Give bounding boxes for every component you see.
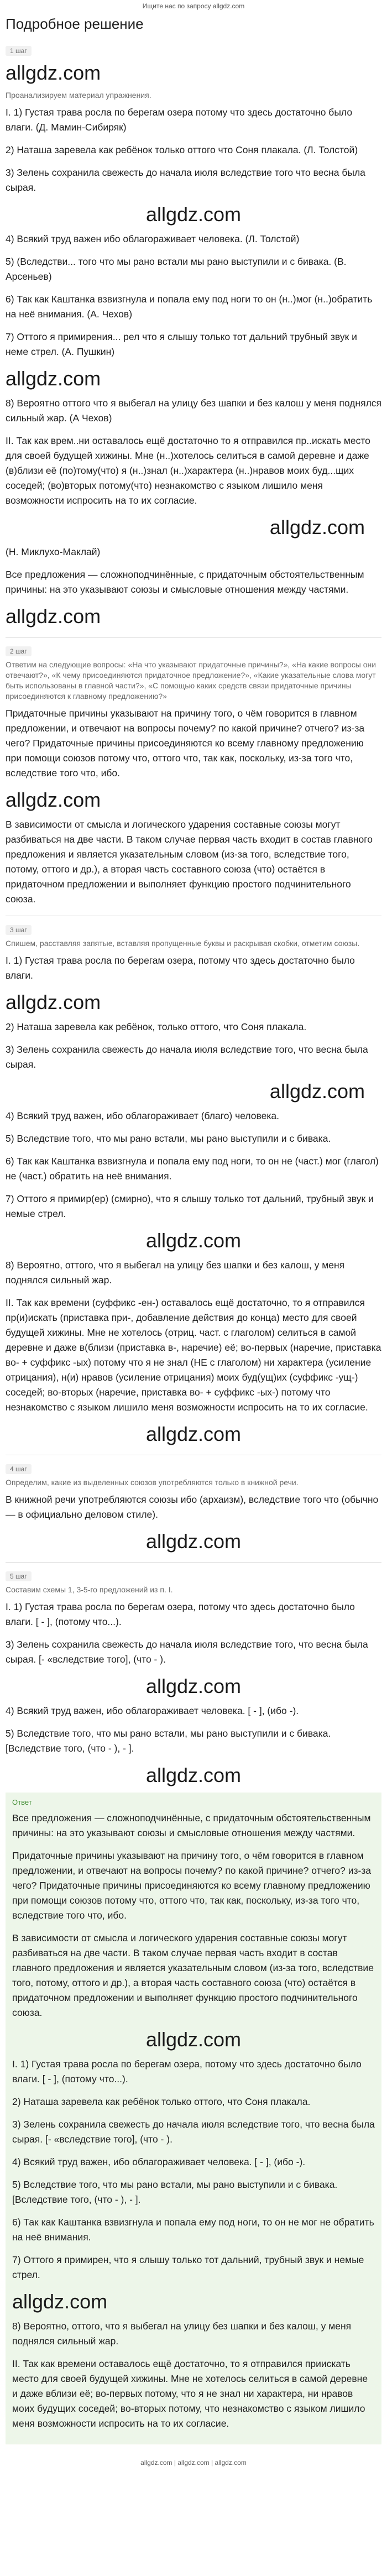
page-title: Подробное решение: [6, 15, 144, 32]
watermark: allgdz.com: [145, 2028, 242, 2051]
list-item: 5) (Вследстви... того что мы рано встали мы рано выступили и с бивака. (В. Арсеньев): [6, 256, 347, 282]
list-item: 6) Так как Каштанка взвизгнула и попала ему под ноги, то он не мог не обратить на неё внимания.: [12, 2217, 374, 2243]
answer-box: [6, 1793, 381, 2444]
watermark: allgdz.com: [145, 203, 242, 226]
list-item: 5) Вследствие того, что мы рано встали, мы рано выступили и с бивака.: [6, 1133, 331, 1144]
list-item: 7) Оттого я примирен, что я слышу только тот дальний, трубный звук и немые стрел.: [12, 2254, 364, 2280]
list-item: 7) Оттого я примир(ер) (смирно), что я слышу только тот дальний, трубный звук и немые стрел.: [6, 1193, 374, 1219]
section-step-2: [6, 641, 381, 907]
list-item: II. Так как врем..ни оставалось ещё достаточно то я отправился пр..искать место для своей будущей хижины. Мне (н..)хотелось селиться в самой деревне и даже (в)близи её (по)тому(что) я (н..)знал (н..)характера (н..)нравов моих буд...щих соседей; (во)вторых потому(что) незнакомство с языком лишило меня возможности испросить на то их согласие.: [6, 435, 370, 506]
watermark: allgdz.com: [145, 1229, 242, 1252]
list-item: (Н. Миклухо-Маклай): [6, 546, 101, 557]
section-step-5: [6, 1566, 381, 1756]
watermark: allgdz.com: [145, 1423, 242, 1445]
list-item: 7) Оттого я примирения... рел что я слышу только тот дальний трубный звук и неме стрел. (А. Пушкин): [6, 331, 357, 357]
step-badge: 1 шаг: [6, 46, 32, 56]
paragraph: В зависимости от смысла и логического ударения составные союзы могут разбиваться на две части. В таком случае первая часть входит в состав главного предложения и является указательным словом (из-за того, вследствие того, потому, оттого и др.), а вторая часть составного союза (что) остаётся в придаточном предложении и выполняет функцию простого подчинительного союза.: [6, 819, 373, 905]
list-item: 2) Наташа заревела как ребёнок, только оттого, что Соня плакала.: [6, 1021, 307, 1032]
list-item: 3) Зелень сохранила свежесть до начала июля вследствие того что весна была сырая.: [6, 167, 365, 193]
paragraph: В книжной речи употребляются союзы ибо (архаизм), вследствие того что (обычно — в официально деловом стиле).: [6, 1494, 379, 1520]
list-item: 8) Вероятно, оттого, что я выбегал на улицу без шапки и без калош, у меня поднялся сильный жар.: [12, 2321, 352, 2347]
list-item: 2) Наташа заревела как ребёнок только оттого, что Соня плакала.: [12, 2096, 311, 2107]
list-item: 8) Вероятно, оттого, что я выбегал на улицу без шапки и без калош, у меня поднялся сильный жар.: [6, 1260, 345, 1286]
paragraph: Все предложения — сложноподчинённые, с придаточным обстоятельственным причины: на это указывают союзы и смысловые отношения между частями.: [12, 1812, 371, 1838]
step-badge: 3 шаг: [6, 925, 32, 935]
list-item: 4) Всякий труд важен, ибо облагораживает человека. [ - ], (ибо -).: [12, 2156, 306, 2167]
list-item: I. 1) Густая трава росла по берегам озера, потому что здесь достаточно было влаги. [ - ], (потому что...).: [12, 2058, 362, 2084]
summary-text: Все предложения — сложноподчинённые, с придаточным обстоятельственным причины: на это указывают союзы и смысловые отношения между частями.: [6, 569, 364, 595]
list-item: II. Так как времени (суффикс -ен-) оставалось ещё достаточно, то я отправился пр(и)искать (приставка при-, добавление действия до конца) место для своей будущей хижины. Мне не хотелось (отриц. част. с глаголом) селиться в самой деревне и даже в(близи (приставка в-, наречие) её; во-первых (наречие, приставка во- + суффикс -ых) потому что я не знал (НЕ с глаголом) ни характера (усиление отрицания), н(и) нравов (усиление отрицания) моих буд(ущ)их (суффикс -ущ-) соседей; во-вторых (наречие, приставка во- + суффикс -ых-) потому что незнакомство с языком лишило меня возможности испросить на то их согласие.: [6, 1297, 381, 1413]
step-hint: Проанализируем материал упражнения.: [6, 91, 151, 100]
watermark: allgdz.com: [145, 1530, 242, 1553]
paragraph: В зависимости от смысла и логического ударения составные союзы могут разбиваться на две части. В таком случае первая часть входит в состав главного предложения и является указательным словом (из-за того, вследствие того, потому, оттого и др.), а вторая часть составного союза (что) остаётся в придаточном предложении и выполняет функцию простого подчинительного союза.: [12, 1932, 374, 2018]
step-badge: 5 шаг: [6, 1571, 32, 1581]
list-item: 4) Всякий труд важен ибо облагораживает человека. (Л. Толстой): [6, 233, 300, 244]
divider: [6, 1562, 381, 1563]
list-item: 6) Так как Каштанка взвизгнула и попала ему под ноги, то он не (част.) мог (глагол) не (част.) обратить на неё внимания.: [6, 1156, 379, 1182]
footer: allgdz.com | allgdz.com | allgdz.com: [140, 2459, 247, 2467]
list-item: 8) Вероятно оттого что я выбегал на улицу без шапки и без калош у меня поднялся сильный жар. (А Чехов): [6, 398, 382, 424]
list-item: II. Так как времени оставалось ещё достаточно, то я отправился приискать место для своей будущей хижины. Мне не хотелось селиться в самой деревне и даже вблизи её; во-первых потому, что я не знал ни характера, ни нравов моих будущих соседей; во-вторых потому, что незнакомство с языком лишило меня возможности испросить на то их согласие.: [12, 2358, 368, 2429]
divider: [6, 637, 381, 638]
list-item: I. 1) Густая трава росла по берегам озера, потому что здесь достаточно было влаги.: [6, 955, 355, 981]
step-badge: 2 шаг: [6, 646, 32, 656]
step-badge: 4 шаг: [6, 1464, 32, 1474]
list-item: 6) Так как Каштанка взвизгнула и попала ему под ноги то он (н..)мог (н..)обратить на неё внимания. (А. Чехов): [6, 294, 373, 320]
watermark: allgdz.com: [6, 991, 101, 1013]
list-item: 3) Зелень сохранила свежесть до начала июля вследствие того, что весна была сырая. [- «вследствие того], (что - ).: [12, 2119, 375, 2145]
section-step-3: [6, 919, 381, 1446]
answer-label: Ответ: [12, 1798, 32, 1806]
list-item: 5) Вследствие того, что мы рано встали, мы рано выступили и с бивака. [Вследствие того, (что - ), - ].: [12, 2179, 338, 2205]
watermark: allgdz.com: [145, 1675, 242, 1697]
list-item: 2) Наташа заревела как ребёнок только оттого что Соня плакала. (Л. Толстой): [6, 144, 358, 155]
section-step-1: [6, 40, 381, 628]
watermark: allgdz.com: [269, 1080, 365, 1102]
step-hint: Ответим на следующие вопросы: «На что указывают придаточные причины?», «На какие вопросы они отвечают?», «К чему присоединяются придаточное предложение?», «Какие указательные слова могут быть использованы в главной части?», «С помощью каких средств связи придаточные причины присоединяются к главному предложению?»: [6, 660, 376, 701]
list-item: 3) Зелень сохранила свежесть до начала июля вследствие того, что весна была сырая.: [6, 1044, 368, 1070]
step-hint: Составим схемы 1, 3-5-го предложений из п. I.: [6, 1585, 173, 1594]
paragraph: Придаточные причины указывают на причину того, о чём говорится в главном предложении, и отвечают на вопросы почему? по какой причине? отчего? из-за чего? Придаточные причины присоединяются ко всему главному предложению при помощи союзов потому что, оттого что, так как, поскольку, из-за того что, вследствие того что, ибо.: [12, 1850, 372, 1921]
list-item: 4) Всякий труд важен, ибо облагораживает человека. [ - ], (ибо -).: [6, 1705, 299, 1716]
watermark: allgdz.com: [6, 605, 101, 628]
watermark: allgdz.com: [269, 516, 365, 539]
watermark: allgdz.com: [145, 1764, 242, 1786]
list-item: I. 1) Густая трава росла по берегам озера, потому что здесь достаточно было влаги. [ - ], (потому что...).: [6, 1601, 355, 1627]
list-item: I. 1) Густая трава росла по берегам озера потому что здесь достаточно было влаги. (Д. Мамин-Сибиряк): [6, 107, 353, 133]
watermark: allgdz.com: [6, 788, 101, 811]
section-step-4: [6, 1459, 381, 1553]
step-hint: Спишем, расставляя запятые, вставляя пропущенные буквы и раскрывая скобки, отметим союзы.: [6, 939, 360, 948]
list-item: 5) Вследствие того, что мы рано встали, мы рано выступили и с бивака. [Вследствие того, (что - ), - ].: [6, 1728, 331, 1754]
list-item: 4) Всякий труд важен, ибо облагораживает (благо) человека.: [6, 1110, 279, 1121]
watermark: allgdz.com: [6, 61, 101, 84]
paragraph: Придаточные причины указывают на причину того, о чём говорится в главном предложении, и отвечают на вопросы почему? по какой причине? отчего? из-за чего? Придаточные причины присоединяются ко всему главному предложению при помощи союзов потому что, оттого что, так как, поскольку, из-за того что, вследствие того что, ибо.: [6, 708, 365, 778]
watermark: allgdz.com: [12, 2290, 108, 2313]
watermark: allgdz.com: [6, 367, 101, 390]
list-item: 3) Зелень сохранила свежесть до начала июля вследствие того, что весна была сырая. [- «вследствие того], (что - ).: [6, 1639, 368, 1665]
step-hint: Определим, какие из выделенных союзов употребляются только в книжной речи.: [6, 1478, 299, 1487]
top-note: Ищите нас по запросу allgdz.com: [142, 2, 245, 10]
